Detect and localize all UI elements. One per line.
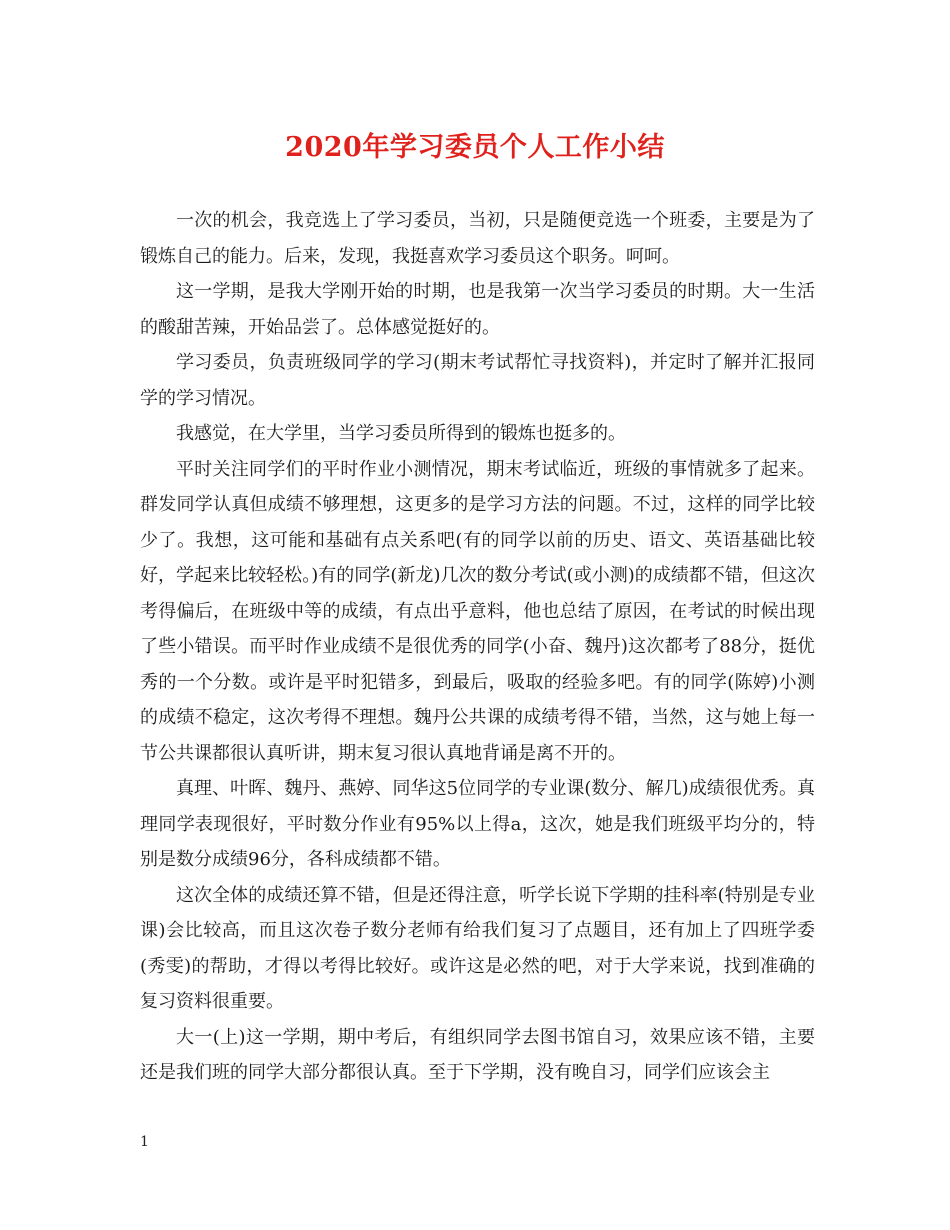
paragraph-7: 这次全体的成绩还算不错，但是还得注意，听学长说下学期的挂科率(特别是专业课)会比较高，而且这次卷子数分老师有给我们复习了点题目，还有加上了四班学委(秀雯)的帮助，才得以考得比较好。或许这是必然的吧，对于大学来说，找到准确的复习资料很重要。: [140, 884, 815, 1012]
document-body: [140, 203, 815, 1091]
document-title: 2020年学习委员个人工作小结: [285, 132, 665, 163]
paragraph-8: 大一(上)这一学期，期中考后，有组织同学去图书馆自习，效果应该不错，主要还是我们班的同学大部分都很认真。至于下学期，没有晚自习，同学们应该会主: [140, 1026, 815, 1083]
paragraph-4: 我感觉，在大学里，当学习委员所得到的锻炼也挺多的。: [176, 423, 626, 444]
paragraph-3: 学习委员，负责班级同学的学习(期末考试帮忙寻找资料)，并定时了解并汇报同学的学习情况。: [140, 352, 815, 409]
paragraph-1: 一次的机会，我竞选上了学习委员，当初，只是随便竞选一个班委，主要是为了锻炼自己的能力。后来，发现，我挺喜欢学习委员这个职务。呵呵。: [140, 210, 815, 267]
paragraph-5: 平时关注同学们的平时作业小测情况，期末考试临近，班级的事情就多了起来。群发同学认真但成绩不够理想，这更多的是学习方法的问题。不过，这样的同学比较少了。我想，这可能和基础有点关系吧(有的同学以前的历史、语文、英语基础比较好，学起来比较轻松。)有的同学(新龙)几次的数分考试(或小测)的成绩都不错，但这次考得偏后，在班级中等的成绩，有点出乎意料，他也总结了原因，在考试的时候出现了些小错误。而平时作业成绩不是很优秀的同学(小奋、魏丹)这次都考了88分，挺优秀的一个分数。或许是平时犯错多，到最后，吸取的经验多吧。有的同学(陈婷)小测的成绩不稳定，这次考得不理想。魏丹公共课的成绩考得不错，当然，这与她上每一节公共课都很认真听讲，期末复习很认真地背诵是离不开的。: [140, 458, 815, 764]
paragraph-6: 真理、叶晖、魏丹、燕婷、同华这5位同学的专业课(数分、解几)成绩很优秀。真理同学表现很好，平时数分作业有95%以上得a，这次，她是我们班级平均分的，特别是数分成绩96分，各科成绩都不错。: [140, 778, 815, 870]
page-number: 1: [140, 1134, 149, 1150]
paragraph-2: 这一学期，是我大学刚开始的时期，也是我第一次当学习委员的时期。大一生活的酸甜苦辣，开始品尝了。总体感觉挺好的。: [140, 281, 815, 338]
